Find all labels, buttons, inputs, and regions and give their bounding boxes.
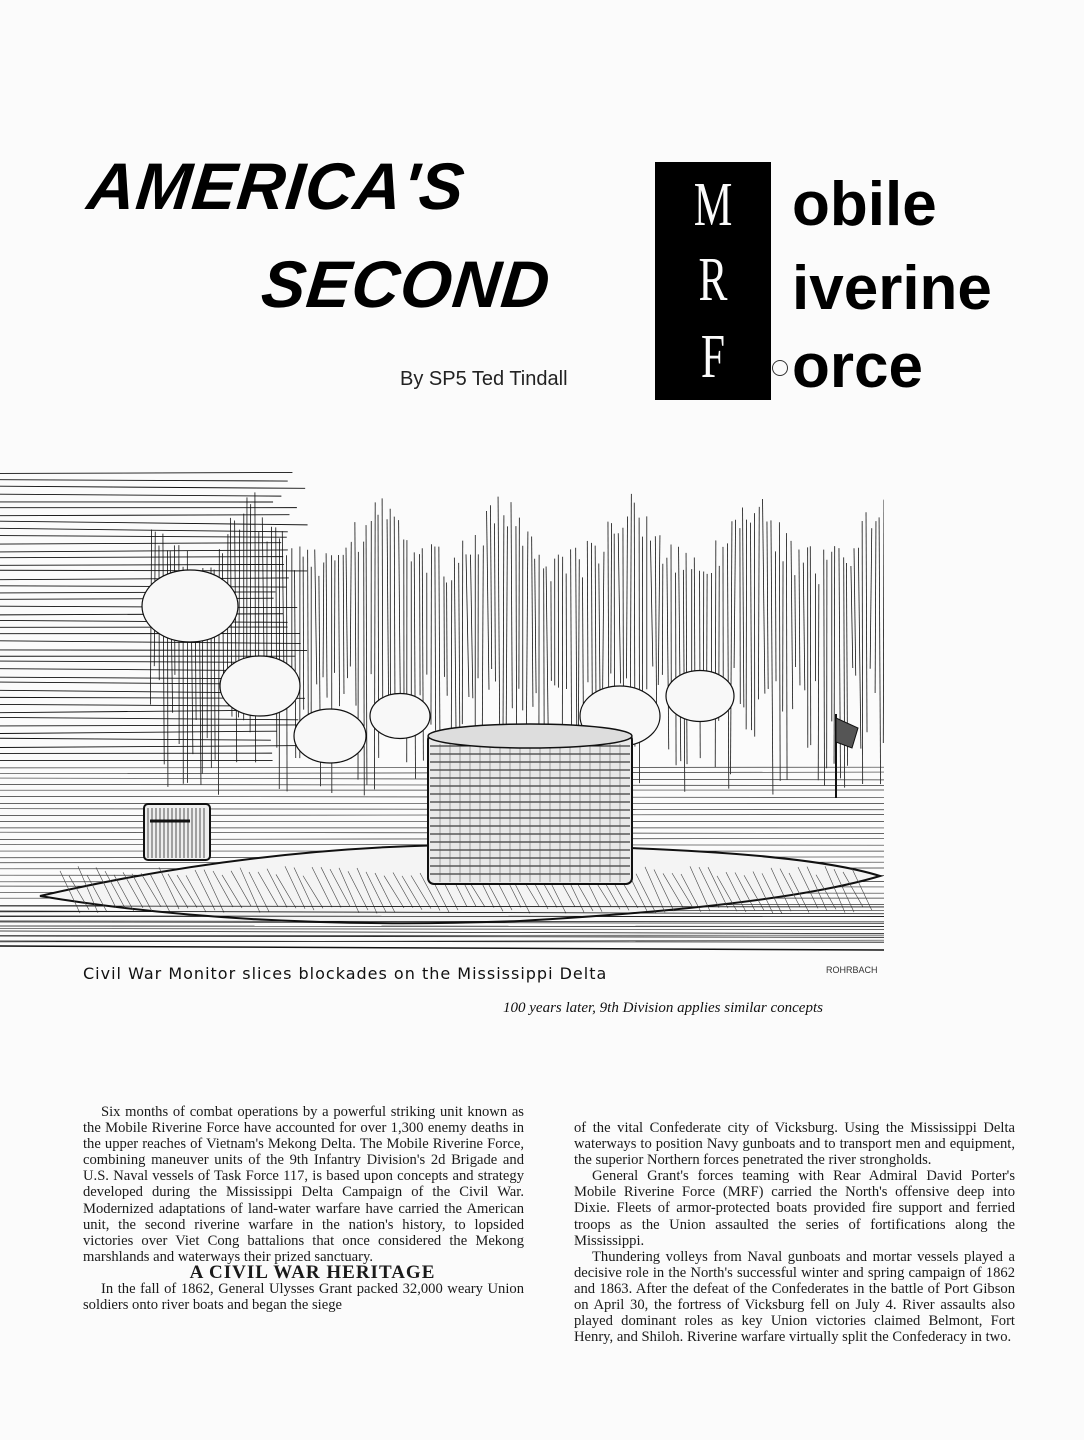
civil-war-monitor-drawing: [0, 466, 884, 954]
mrf-word-force: orce: [792, 332, 923, 401]
body-column-left: [83, 1104, 524, 1313]
article-subtitle: 100 years later, 9th Division applies similar concepts: [503, 1000, 823, 1016]
mrf-letter-m: M: [693, 171, 733, 239]
mrf-letter-f: F: [700, 323, 726, 391]
headline-line-2: SECOND: [258, 247, 555, 321]
paragraph: of the vital Confederate city of Vicksburg. Using the Mississippi Delta waterways to position Navy gunboats and to transport men and equipment, the superior Northern forces penetrated the river strongholds.: [574, 1120, 1015, 1169]
mrf-word-mobile: obile: [792, 170, 937, 239]
body-column-right: [574, 1120, 1015, 1345]
mrf-word-riverine: iverine: [792, 254, 992, 323]
flag: [836, 718, 858, 748]
mrf-logo-block: [655, 162, 771, 400]
paragraph: In the fall of 1862, General Ulysses Grant packed 32,000 weary Union soldiers onto river boats and began the siege: [83, 1281, 524, 1314]
illustration-credit: ROHRBACH: [826, 965, 878, 975]
turret-hatching: [430, 744, 630, 882]
paragraph: Thundering volleys from Naval gunboats and mortar vessels played a decisive role in the North's successful winter and spring campaign of 1862 and 1863. After the defeat of the Confederates in the battle of Port Gibson on April 30, the fortress of Vicksburg fell on July 4. River assaults also played dominant roles as key Union victories claimed Belmont, Fort Henry, and Shiloh. Riverine warfare virtually split the Confederacy in two.: [574, 1248, 1015, 1346]
mrf-letter-r: R: [698, 246, 728, 314]
paragraph: Six months of combat operations by a powerful striking unit known as the Mobile Riverine Force have accounted for over 1,300 enemy deaths in the upper reaches of Vietnam's Mekong Delta. The Mobile Riverine Force, combining maneuver units of the 9th Infantry Division's 2d Brigade and U.S. Naval vessels of Task Force 117, is based upon concepts and strategy developed during the Mississippi Delta Campaign of the Civil War. Modernized adaptations of land-water warfare have carried the American unit, the second riverine warfare in the nation's history, to lopsided victories over Viet Cong battalions that once considered the Mekong marshlands and waterways their prized sanctuary.: [83, 1104, 524, 1265]
section-heading: A CIVIL WAR HERITAGE: [189, 1261, 436, 1283]
paragraph: General Grant's forces teaming with Rear Admiral David Porter's Mobile Riverine Force (MRF) carried the North's offensive deep into Dixie. Fleets of armor-protected boats provided fire support and ferried troops as the Union assaulted the series of fortifications along the Mississippi.: [574, 1168, 1015, 1249]
division-emblem-icon: [772, 360, 788, 376]
byline: By SP5 Ted Tindall: [400, 368, 568, 390]
illustration-caption: Civil War Monitor slices blockades on the Mississippi Delta: [83, 964, 608, 983]
headline-line-1: AMERICA'S: [84, 149, 469, 223]
